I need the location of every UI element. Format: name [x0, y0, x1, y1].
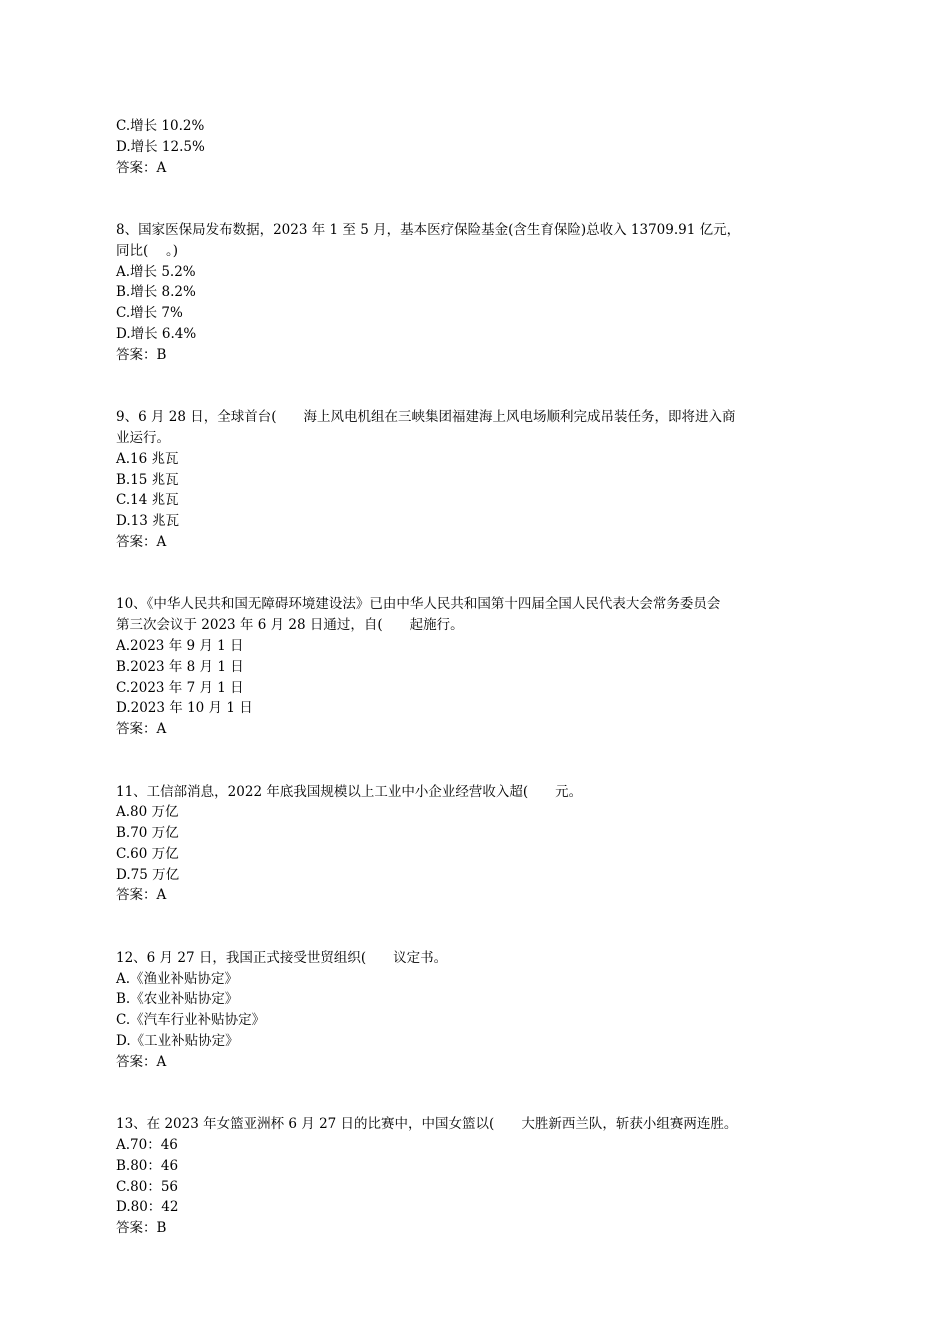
question-10 [116, 594, 846, 740]
question-text-line: 11、工信部消息，2022 年底我国规模以上工业中小企业经营收入超( 元。 [116, 783, 583, 800]
answer: 答案：A [116, 721, 167, 738]
answer: 答案：B [116, 1220, 167, 1237]
option-b: B.增长 8.2% [116, 284, 196, 301]
question-text-line: 9、6 月 28 日，全球首台( 海上风电机组在三峡集团福建海上风电场顺利完成吊装任务，即将进入商 [116, 409, 736, 426]
option-c: C.80：56 [116, 1178, 178, 1195]
question-12 [116, 948, 846, 1073]
answer: 答案：A [116, 1053, 167, 1070]
document-page [116, 116, 846, 1239]
option-d: D.2023 年 10 月 1 日 [116, 700, 253, 717]
answer: 答案：A [116, 159, 167, 176]
answer: 答案：A [116, 533, 167, 550]
option-b: B.《农业补贴协定》 [116, 991, 239, 1008]
option-c: C.2023 年 7 月 1 日 [116, 679, 244, 696]
option-c: C.《汽车行业补贴协定》 [116, 1012, 266, 1029]
question-text-line: 10、《中华人民共和国无障碍环境建设法》已由中华人民共和国第十四届全国人民代表大会常务委员会 [116, 596, 721, 613]
option-c: C.增长 10.2% [116, 118, 205, 134]
answer: 答案：B [116, 346, 167, 363]
option-c: C.14 兆瓦 [116, 492, 179, 509]
option-d: D.增长 12.5% [116, 138, 205, 155]
question-11 [116, 782, 846, 907]
option-b: B.80：46 [116, 1157, 179, 1174]
option-a: A.80 万亿 [116, 804, 179, 821]
option-a: A.16 兆瓦 [116, 450, 179, 467]
question-text-line: 13、在 2023 年女篮亚洲杯 6 月 27 日的比赛中，中国女篮以( 大胜新西兰队，斩获小组赛两连胜。 [116, 1116, 738, 1133]
option-d: D.13 兆瓦 [116, 513, 180, 530]
option-b: B.70 万亿 [116, 825, 179, 842]
option-c: C.增长 7% [116, 305, 183, 322]
question-text-line: 第三次会议于 2023 年 6 月 28 日通过，自( 起施行。 [116, 617, 464, 634]
option-b: B.15 兆瓦 [116, 471, 179, 488]
option-a: A.《渔业补贴协定》 [116, 970, 239, 987]
question-text-line: 12、6 月 27 日，我国正式接受世贸组织( 议定书。 [116, 949, 448, 966]
option-b: B.2023 年 8 月 1 日 [116, 658, 244, 675]
question-text-line: 业运行。 [116, 429, 170, 446]
question-text-line: 8、国家医保局发布数据，2023 年 1 至 5 月，基本医疗保险基金(含生育保险)总收入 13709.91 亿元， [116, 221, 741, 238]
question-9 [116, 407, 846, 553]
question-8 [116, 220, 846, 366]
option-d: D.75 万亿 [116, 866, 180, 883]
option-a: A.增长 5.2% [116, 263, 196, 280]
option-d: D.《工业补贴协定》 [116, 1033, 239, 1050]
option-a: A.70：46 [116, 1137, 178, 1154]
option-a: A.2023 年 9 月 1 日 [116, 637, 244, 654]
answer: 答案：A [116, 887, 167, 904]
option-d: D.增长 6.4% [116, 325, 197, 342]
question-fragment [116, 116, 846, 178]
question-13 [116, 1114, 846, 1239]
question-text-line: 同比( 。) [116, 242, 179, 259]
option-c: C.60 万亿 [116, 845, 179, 862]
option-d: D.80：42 [116, 1199, 179, 1216]
